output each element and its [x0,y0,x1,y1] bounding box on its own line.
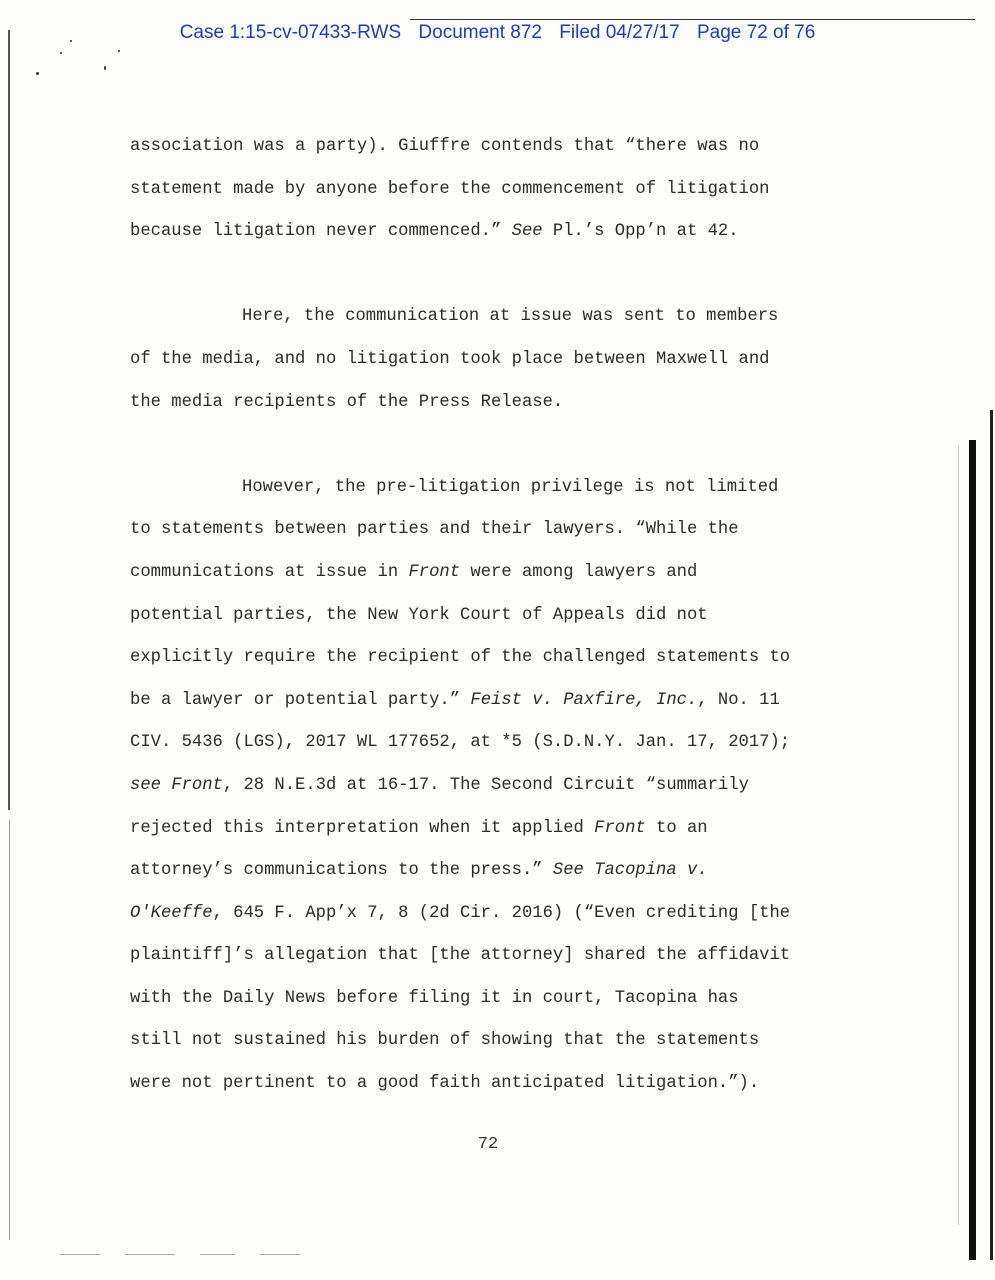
header-page-count: Page 72 of 76 [696,22,816,43]
scan-speck [36,72,39,75]
text-line: the media recipients of the Press Release. [130,392,564,412]
text-line: potential parties, the New York Court of Appeals did not [130,605,708,625]
paragraph-2 [130,296,890,424]
text-line: association was a party). Giuffre contends that “there was no [130,137,760,156]
scan-bottom-mark [125,1254,175,1255]
text-line: because litigation never commenced.” See Pl.’s Opp’n at 42. [130,222,739,242]
text-line: communications at issue in Front were among lawyers and [130,562,698,582]
page-number: 72 [477,1135,499,1154]
scan-bottom-mark [60,1254,100,1255]
text-line: attorney’s communications to the press.” See Tacopina v. [130,861,708,881]
paragraph-1 [130,126,890,254]
text-line: explicitly require the recipient of the challenged statements to [130,648,791,668]
text-line: Here, the communication at issue was sent to members [242,307,779,327]
filing-header [0,22,995,44]
text-line: still not sustained his burden of showing that the statements [130,1031,760,1051]
scan-speck [104,66,106,70]
header-filed-date: Filed 04/27/17 [559,22,680,43]
scan-edge-left [8,30,10,810]
text-line: see Front, 28 N.E.3d at 16-17. The Second Circuit “summarily [130,775,749,795]
text-line: plaintiff]’s allegation that [the attorney] shared the affidavit [130,946,791,966]
scan-bottom-mark [260,1254,300,1255]
header-rule [410,19,975,20]
text-line: statement made by anyone before the commencement of litigation [130,179,770,199]
text-line: to statements between parties and their lawyers. “While the [130,520,739,540]
text-line: be a lawyer or potential party.” Feist v. Paxfire, Inc., No. 11 [130,690,780,710]
text-line: rejected this interpretation when it applied Front to an [130,818,708,838]
scan-speck [118,50,120,52]
scan-edge-right-thin [990,410,993,1260]
text-line: of the media, and no litigation took place between Maxwell and [130,349,770,369]
header-case-number: Case 1:15-cv-07433-RWS [179,22,402,43]
text-line: O'Keeffe, 645 F. App’x 7, 8 (2d Cir. 2016) (“Even crediting [the [130,903,791,923]
paragraph-3 [130,467,890,1106]
scan-edge-left-lower [9,820,10,1240]
scan-bottom-mark [200,1254,235,1255]
text-line: with the Daily News before filing it in court, Tacopina has [130,988,739,1008]
scan-edge-right-hairline [958,445,959,1225]
text-line: However, the pre-litigation privilege is not limited [242,477,779,497]
text-line: were not pertinent to a good faith anticipated litigation.”). [130,1074,760,1094]
header-document-number: Document 872 [418,22,542,43]
body-text [130,126,890,1106]
text-line: CIV. 5436 (LGS), 2017 WL 177652, at *5 (S.D.N.Y. Jan. 17, 2017); [130,733,791,753]
scan-speck [60,52,62,54]
